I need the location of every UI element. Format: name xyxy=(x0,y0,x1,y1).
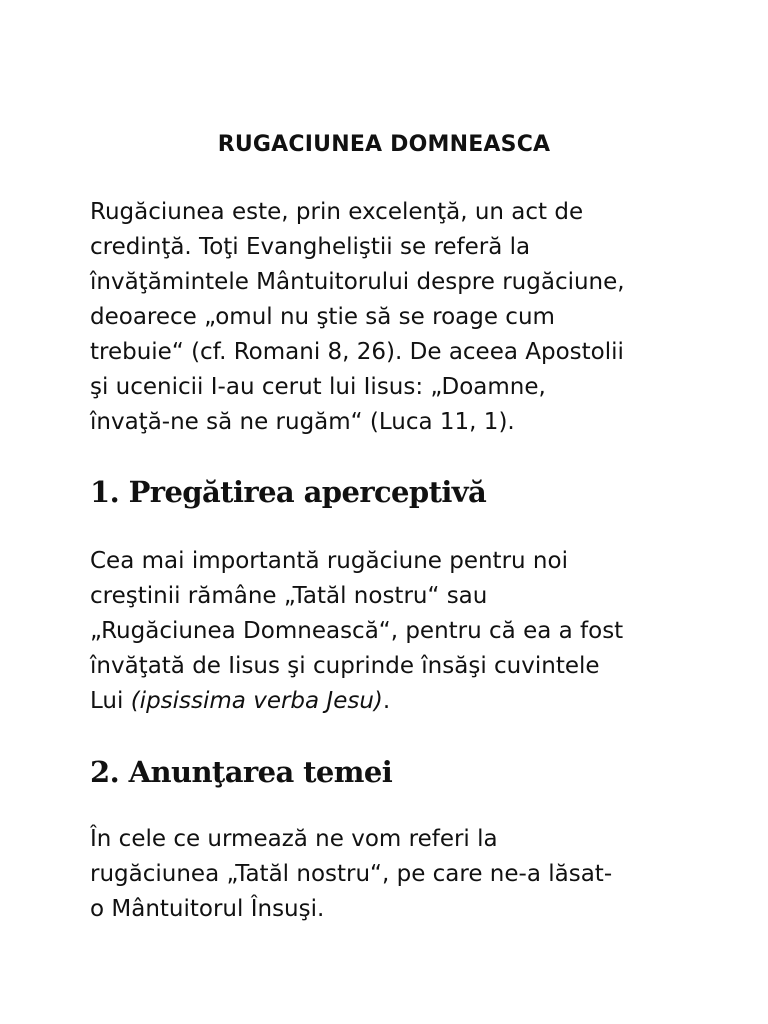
text-line: credinţă. Toţi Evangheliştii se referă la xyxy=(90,234,531,260)
text-line: Cea mai importantă rugăciune pentru noi xyxy=(90,548,568,574)
text-line: şi ucenicii I-au cerut lui Iisus: „Doamne, xyxy=(90,374,546,400)
text-line: „Rugăciunea Domnească“, pentru că ea a fost xyxy=(90,618,624,644)
text-line: o Mântuitorul Însuşi. xyxy=(90,896,325,922)
text-line: deoarece „omul nu ştie să se roage cum xyxy=(90,304,555,330)
text-line: Rugăciunea este, prin excelenţă, un act de xyxy=(90,199,584,225)
section-heading-2: 2. Anunţarea temei xyxy=(90,755,393,789)
text-line: În cele ce urmează ne vom referi la xyxy=(90,826,498,852)
section-2-paragraph xyxy=(90,822,690,927)
text-line: învăţămintele Mântuitorului despre rugăciune, xyxy=(90,269,625,295)
section-1-paragraph xyxy=(90,544,690,719)
document-title: RUGACIUNEA DOMNEASCA xyxy=(217,132,551,157)
text-line-last xyxy=(90,684,690,719)
italic-quote: (ipsissima verba Jesu) xyxy=(130,688,383,714)
text-fragment: . xyxy=(382,688,391,714)
text-line: învăţată de Iisus şi cuprinde însăşi cuvintele xyxy=(90,653,600,679)
text-line: rugăciunea „Tatăl nostru“, pe care ne-a lăsat- xyxy=(90,861,613,887)
text-line: învaţă-ne să ne rugăm“ (Luca 11, 1). xyxy=(90,409,515,435)
text-fragment: Lui xyxy=(90,688,131,714)
section-heading-1: 1. Pregătirea aperceptivă xyxy=(90,475,487,509)
intro-paragraph xyxy=(90,195,690,440)
text-line: trebuie“ (cf. Romani 8, 26). De aceea Apostolii xyxy=(90,339,624,365)
text-line: creştinii rămâne „Tatăl nostru“ sau xyxy=(90,583,488,609)
